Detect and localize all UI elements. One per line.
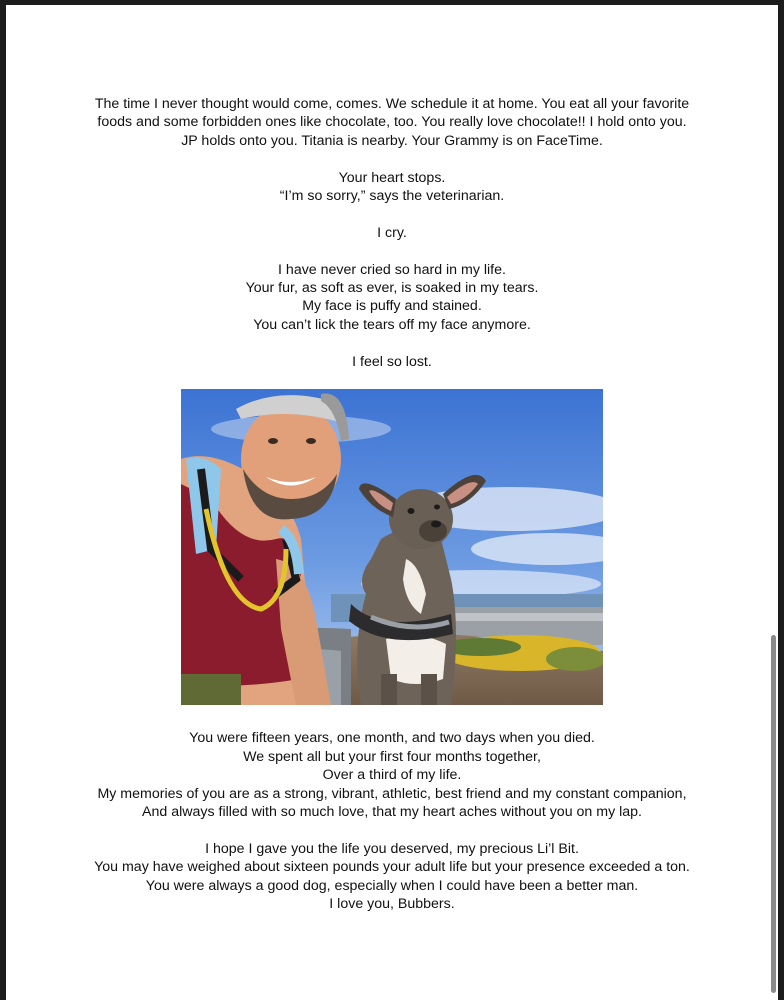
text-line: I love you, Bubbers. <box>329 896 455 913</box>
paragraph-2 <box>6 169 778 206</box>
text-line: We spent all but your first four months together, <box>243 748 541 765</box>
bottom-paragraphs <box>6 729 778 913</box>
text-line: foods and some forbidden ones like chocolate, too. You really love chocolate!! I hold onto you. <box>97 114 687 131</box>
document-page <box>6 5 778 1000</box>
text-line: Over a third of my life. <box>322 767 462 784</box>
paragraph-3 <box>6 224 778 242</box>
document-body <box>6 95 778 932</box>
paragraph-1 <box>6 95 778 150</box>
text-line: Your fur, as soft as ever, is soaked in my tears. <box>245 280 539 297</box>
text-line: My memories of you are as a strong, vibrant, athletic, best friend and my constant companion, <box>97 785 687 802</box>
man-shorts <box>181 674 241 705</box>
paragraph-5 <box>6 353 778 371</box>
dog-head <box>389 489 453 549</box>
text-line: You may have weighed about sixteen pounds your adult life but your presence exceeded a ton. <box>94 859 690 876</box>
text-line: Your heart stops. <box>338 169 446 186</box>
text-line: I hope I gave you the life you deserved, my precious Li’l Bit. <box>205 840 579 857</box>
text-line: My face is puffy and stained. <box>302 298 482 315</box>
paragraph-4 <box>6 261 778 335</box>
photo-man-and-dog <box>181 389 603 705</box>
text-line: JP holds onto you. Titania is nearby. Your Grammy is on FaceTime. <box>181 132 603 149</box>
text-line: “I’m so sorry,” says the veterinarian. <box>279 188 505 205</box>
photo-illustration <box>181 389 603 705</box>
text-line: And always filled with so much love, that my heart aches without you on my lap. <box>142 804 642 821</box>
scrollbar-thumb[interactable] <box>771 635 776 993</box>
text-line: You can’t lick the tears off my face anymore. <box>253 316 531 333</box>
paragraph-6 <box>6 729 778 821</box>
text-line: The time I never thought would come, comes. We schedule it at home. You eat all your favorite <box>94 96 690 112</box>
text-line: I cry. <box>377 224 407 241</box>
text-line: You were fifteen years, one month, and two days when you died. <box>189 730 595 747</box>
top-paragraphs <box>6 95 778 371</box>
text-line: You were always a good dog, especially when I could have been a better man. <box>145 877 639 894</box>
text-line: I have never cried so hard in my life. <box>278 261 506 278</box>
paragraph-7 <box>6 840 778 914</box>
text-line: I feel so lost. <box>352 353 432 370</box>
vertical-scrollbar[interactable] <box>771 5 776 1000</box>
